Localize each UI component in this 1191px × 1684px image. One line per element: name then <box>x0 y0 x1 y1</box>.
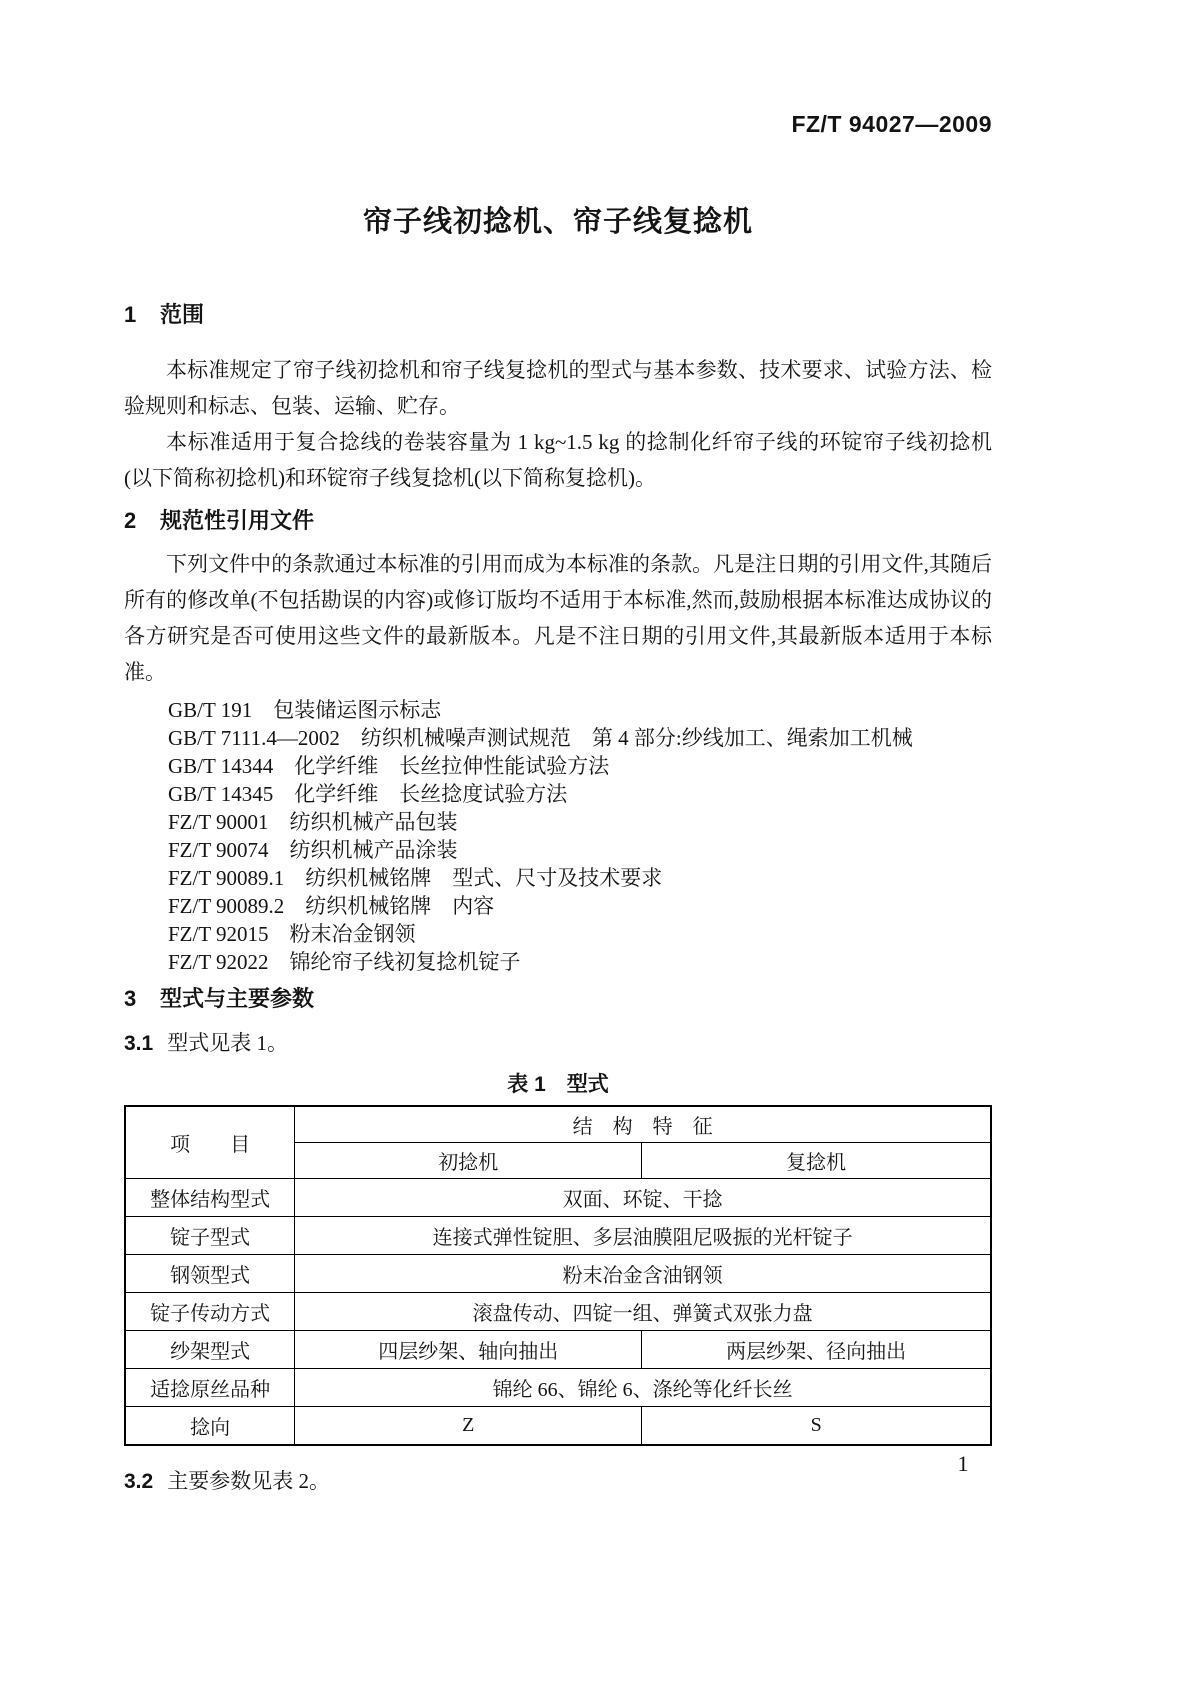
table-row <box>125 1407 991 1445</box>
table-header-second-twister: 复捻机 <box>642 1143 991 1179</box>
references-list <box>124 696 992 976</box>
reference-item: FZ/T 92015 粉末冶金钢领 <box>168 922 416 946</box>
section-2-number: 2 <box>124 508 137 533</box>
table-header-structure: 结 构 特 征 <box>295 1106 991 1143</box>
page-number: 1 <box>957 1451 969 1476</box>
table-row <box>125 1217 991 1255</box>
reference-item: GB/T 191 包装储运图示标志 <box>168 698 442 722</box>
section-1-number: 1 <box>124 302 137 327</box>
row-label: 锭子传动方式 <box>125 1293 295 1331</box>
doc-title: 帘子线初捻机、帘子线复捻机 <box>362 206 753 238</box>
scope-paragraph-1: 本标准规定了帘子线初捻机和帘子线复捻机的型式与基本参数、技术要求、试验方法、检验规则和标志、包装、运输、贮存。 <box>124 358 992 418</box>
table-row <box>125 1331 991 1369</box>
table-caption: 表 1 型式 <box>507 1073 609 1096</box>
row-value: 粉末冶金含油钢领 <box>295 1255 991 1293</box>
row-label: 纱架型式 <box>125 1331 295 1369</box>
row-value: 锦纶 66、锦纶 6、涤纶等化纤长丝 <box>295 1369 991 1407</box>
table-row <box>125 1179 991 1217</box>
table-header-first-twister: 初捻机 <box>295 1143 642 1179</box>
row-label: 捻向 <box>125 1407 295 1445</box>
row-label: 钢领型式 <box>125 1255 295 1293</box>
section-3-number: 3 <box>124 986 137 1011</box>
row-value: 双面、环锭、干捻 <box>295 1179 991 1217</box>
reference-item: FZ/T 90089.2 纺织机械铭牌 内容 <box>168 894 495 918</box>
section-2-title: 规范性引用文件 <box>160 508 315 533</box>
row-label: 整体结构型式 <box>125 1179 295 1217</box>
page-content <box>124 110 992 1497</box>
row-value-second: 两层纱架、径向抽出 <box>642 1331 991 1369</box>
table-header-item: 项 目 <box>125 1106 295 1179</box>
table-row <box>125 1369 991 1407</box>
table-header-row <box>125 1106 991 1143</box>
clause-3-1 <box>124 1028 992 1059</box>
reference-item: GB/T 14344 化学纤维 长丝拉伸性能试验方法 <box>168 754 610 778</box>
normative-refs-intro: 下列文件中的条款通过本标准的引用而成为本标准的条款。凡是注日期的引用文件,其随后所有的修改单(不包括勘误的内容)或修订版均不适用于本标准,然而,鼓励根据本标准达成协议的各方研究是否可使用这些文件的最新版本。凡是不注日期的引用文件,其最新版本适用于本标准。 <box>124 552 992 684</box>
reference-item: GB/T 7111.4—2002 纺织机械噪声测试规范 第 4 部分:纱线加工、绳索加工机械 <box>168 726 913 750</box>
reference-item: GB/T 14345 化学纤维 长丝捻度试验方法 <box>168 782 568 806</box>
reference-item: FZ/T 92022 锦纶帘子线初复捻机锭子 <box>168 950 521 974</box>
reference-item: FZ/T 90074 纺织机械产品涂装 <box>168 838 458 862</box>
section-1-heading <box>124 300 992 330</box>
clause-3-1-text: 型式见表 1。 <box>167 1031 288 1055</box>
table-row <box>125 1255 991 1293</box>
doc-code: FZ/T 94027—2009 <box>791 111 992 137</box>
clause-3-2 <box>124 1466 992 1497</box>
row-value: 滚盘传动、四锭一组、弹簧式双张力盘 <box>295 1293 991 1331</box>
row-label: 锭子型式 <box>125 1217 295 1255</box>
row-value: 连接式弹性锭胆、多层油膜阻尼吸振的光杆锭子 <box>295 1217 991 1255</box>
section-1-title: 范围 <box>160 302 205 327</box>
clause-3-1-number: 3.1 <box>124 1032 154 1055</box>
section-3-heading <box>124 984 992 1014</box>
table-row <box>125 1293 991 1331</box>
type-table <box>124 1105 992 1446</box>
section-3-title: 型式与主要参数 <box>160 986 315 1011</box>
section-2-heading <box>124 506 992 536</box>
reference-item: FZ/T 90001 纺织机械产品包装 <box>168 810 458 834</box>
row-value-first: Z <box>295 1407 642 1445</box>
scope-paragraph-2: 本标准适用于复合捻线的卷装容量为 1 kg~1.5 kg 的捻制化纤帘子线的环锭帘子线初捻机(以下简称初捻机)和环锭帘子线复捻机(以下简称复捻机)。 <box>124 430 992 490</box>
row-value-second: S <box>642 1407 991 1445</box>
row-value-first: 四层纱架、轴向抽出 <box>295 1331 642 1369</box>
clause-3-2-number: 3.2 <box>124 1469 154 1493</box>
row-label: 适捻原丝品种 <box>125 1369 295 1407</box>
reference-item: FZ/T 90089.1 纺织机械铭牌 型式、尺寸及技术要求 <box>168 866 663 890</box>
clause-3-2-text: 主要参数见表 2。 <box>167 1468 330 1493</box>
